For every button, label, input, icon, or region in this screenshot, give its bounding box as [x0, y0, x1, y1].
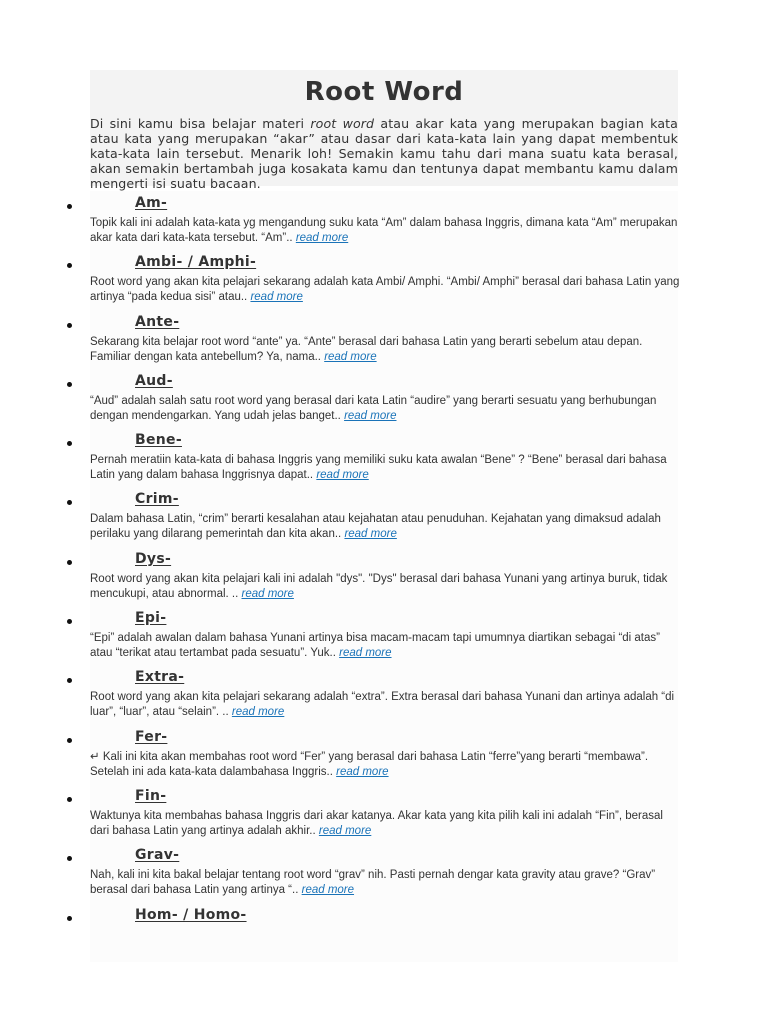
list-item: [90, 725, 678, 784]
list-item: [90, 487, 678, 546]
read-more-link[interactable]: read more: [344, 409, 397, 422]
description-text: Root word yang akan kita pelajari kali ini adalah "dys". "Dys" berasal dari bahasa Yunani yang artinya buruk, tidak mencukupi, atau abnormal. ..: [90, 572, 668, 600]
description-text: Pernah meratiin kata-kata di bahasa Inggris yang memiliki suku kata awalan “Bene” ? “Bene” berasal dari bahasa Latin yang dalam bahasa Inggrisnya dapat..: [90, 454, 667, 482]
read-more-link[interactable]: read more: [316, 469, 369, 482]
read-more-link[interactable]: read more: [295, 232, 349, 244]
description-text: Sekarang kita belajar root word “ante” ya. “Ante” berasal dari bahasa Latin yang berarti sebelum atau depan. Familiar dengan kata antebellum? Ya, nama..: [90, 335, 643, 363]
intro-box: [90, 70, 678, 191]
root-word-description: [90, 394, 680, 424]
description-text: “Epi” adalah awalan dalam bahasa Yunani artinya bisa macam-macam tapi umumnya diartikan sebagai “di atas” atau “terikat atau tertambat pada sesuatu”. Yuk..: [90, 632, 660, 660]
page: [90, 70, 678, 962]
page-title: Root Word: [304, 77, 464, 107]
read-more-link[interactable]: read more: [241, 587, 294, 600]
read-more-link[interactable]: read more: [301, 884, 355, 897]
root-word-description: [90, 216, 680, 246]
root-word-description: [90, 631, 680, 661]
root-word-description: [90, 453, 680, 483]
intro-paragraph: [90, 116, 678, 191]
root-word-list: [90, 191, 678, 962]
root-word-heading[interactable]: Bene-: [135, 432, 182, 449]
root-word-heading[interactable]: Ante-: [135, 313, 180, 330]
bullet-icon: [67, 500, 72, 505]
bullet-icon: [67, 738, 72, 743]
root-word-heading[interactable]: Crim-: [135, 491, 179, 508]
read-more-link[interactable]: read more: [250, 291, 303, 304]
intro-text-emphasis: root word: [310, 116, 375, 131]
root-word-heading[interactable]: Aud-: [135, 372, 173, 389]
root-word-description: [90, 335, 680, 365]
root-word-description: [90, 809, 680, 839]
description-text: ↵ Kali ini kita akan membahas root word “Fer” yang berasal dari bahasa Latin “ferre”yang berarti “membawa”. Setelah ini ada kata-kata dalambahasa Inggris..: [90, 750, 649, 778]
read-more-link[interactable]: read more: [324, 350, 377, 363]
list-item: [90, 428, 678, 487]
list-item: [90, 784, 678, 843]
description-text: Waktunya kita membahas bahasa Inggris dari akar katanya. Akar kata yang kita pilih kali ini adalah “Fin”, berasal dari bahasa Latin yang artinya adalah akhir..: [90, 809, 663, 837]
root-word-description: [90, 868, 680, 898]
bullet-icon: [67, 323, 72, 328]
bullet-icon: [67, 382, 72, 387]
description-text: Nah, kali ini kita bakal belajar tentang root word “grav” nih. Pasti pernah dengar kata gravity atau grave? “Grav” berasal dari bahasa Latin yang artinya “..: [90, 869, 656, 897]
intro-text-after: atau akar kata yang merupakan bagian kata atau kata yang merupakan “akar” atau dasar dari kata-kata lain yang dapat membentuk kata-kata lain tersebut. Menarik loh! Semakin kamu tahu dari mana suatu kata berasal, akan semakin bertambah juga kosakata kamu dan tentunya dapat membantu kamu dalam mengerti isi suatu bacaan.: [90, 116, 678, 191]
root-word-description: [90, 750, 680, 780]
list-item: [90, 606, 678, 665]
list-item: [90, 547, 678, 606]
read-more-link[interactable]: read more: [318, 824, 372, 837]
root-word-heading[interactable]: Extra-: [135, 669, 185, 686]
root-word-heading[interactable]: Dys-: [135, 550, 172, 567]
description-text: Root word yang akan kita pelajari sekarang adalah “extra”. Extra berasal dari bahasa Yunani dan artinya adalah “di luar”, “luar”, atau “selain”. ..: [90, 691, 675, 719]
bullet-icon: [67, 797, 72, 802]
list-item: [90, 665, 678, 724]
root-word-heading[interactable]: Am-: [135, 195, 168, 211]
root-word-heading[interactable]: Epi-: [135, 610, 167, 627]
bullet-icon: [67, 856, 72, 861]
bullet-icon: [67, 560, 72, 565]
read-more-link[interactable]: read more: [344, 528, 397, 541]
list-item: [90, 250, 678, 309]
root-word-description: [90, 275, 680, 305]
bullet-icon: [67, 678, 72, 683]
root-word-heading[interactable]: Ambi- / Amphi-: [135, 254, 257, 271]
list-item: [90, 903, 678, 962]
root-word-heading[interactable]: Grav-: [135, 847, 180, 864]
list-item: [90, 310, 678, 369]
bullet-icon: [67, 441, 72, 446]
bullet-icon: [67, 916, 72, 921]
description-text: Topik kali ini adalah kata-kata yg mengandung suku kata “Am” dalam bahasa Inggris, dimana kata “Am” merupakan akar kata dari kata-kata tersebut. “Am”..: [90, 217, 678, 244]
list-item: [90, 843, 678, 902]
root-word-description: [90, 572, 680, 602]
description-text: “Aud” adalah salah satu root word yang berasal dari kata Latin “audire” yang berarti sesuatu yang berhubungan dengan mendengarkan. Yang udah jelas banget..: [90, 394, 657, 422]
read-more-link[interactable]: read more: [336, 765, 389, 778]
read-more-link[interactable]: read more: [231, 706, 285, 719]
bullet-icon: [67, 263, 72, 268]
intro-text-before: Di sini kamu bisa belajar materi: [90, 116, 311, 131]
description-text: Dalam bahasa Latin, “crim” berarti kesalahan atau kejahatan atau penuduhan. Kejahatan yang dimaksud adalah perilaku yang dilarang pemerintah dan kita akan..: [90, 513, 661, 541]
root-word-heading[interactable]: Fer-: [135, 728, 168, 745]
description-text: Root word yang akan kita pelajari sekarang adalah kata Ambi/ Amphi. “Ambi/ Amphi” berasal dari bahasa Latin yang artinya “pada kedua sisi” atau..: [90, 276, 680, 304]
root-word-description: [90, 512, 680, 542]
root-word-description: [90, 690, 680, 720]
read-more-link[interactable]: read more: [339, 647, 392, 660]
bullet-icon: [67, 619, 72, 624]
root-word-heading[interactable]: Fin-: [135, 787, 167, 804]
root-word-heading[interactable]: Hom- / Homo-: [135, 906, 247, 923]
bullet-icon: [67, 204, 72, 209]
list-item: [90, 191, 678, 250]
list-item: [90, 369, 678, 428]
